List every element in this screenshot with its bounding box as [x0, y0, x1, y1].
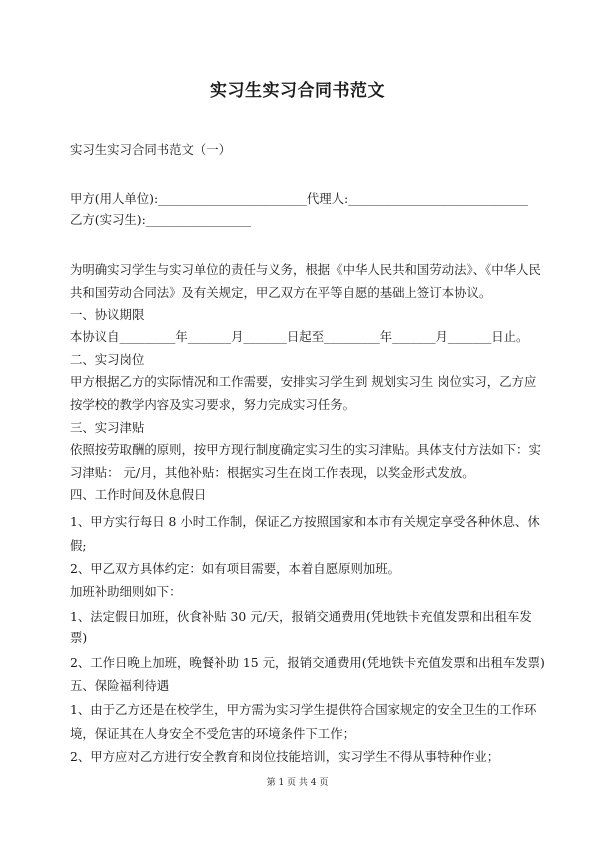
body-line: 为明确实习学生与实习单位的责任与义务，根据《中华人民共和国劳动法》、《中华人民 — [70, 262, 541, 277]
party-a-line: 甲方(用人单位):________________________代理人:_____________________________ — [70, 191, 528, 206]
body-line: 2、甲乙双方具体约定：如有项目需要，本着自愿原则加班。 — [70, 561, 401, 576]
body-line: 依照按劳取酬的原则，按甲方现行制度确定实习生的实习津贴。具体支付方法如下：实 — [70, 442, 541, 457]
body-line: 2、工作日晚上加班，晚餐补助 15 元，报销交通费用(凭地铁卡充值发票和出租车发票) — [70, 655, 545, 670]
body-line: 假; — [70, 538, 87, 553]
body-line: 甲方根据乙方的实际情况和工作需要，安排实习学生到 规划实习生 岗位实习，乙方应 — [70, 374, 537, 389]
section-heading: 一、协议期限 — [70, 307, 145, 322]
section-heading: 二、实习岗位 — [70, 352, 145, 367]
body-line: 2、甲方应对乙方进行安全教育和岗位技能培训，实习学生不得从事特种作业； — [70, 749, 500, 764]
section-heading: 三、实习津贴 — [70, 420, 145, 435]
section-heading: 四、工作时间及休息假日 — [70, 487, 207, 502]
body-line: 1、甲方实行每日 8 小时工作制，保证乙方按照国家和本市有关规定享受各种休息、休 — [70, 514, 540, 529]
body-line: 习津贴： 元/月，其他补贴：根据实习生在岗工作表现，以奖金形式发放。 — [70, 465, 475, 480]
body-line: 共和国劳动合同法》及有关规定，甲乙双方在平等自愿的基础上签订本协议。 — [70, 285, 492, 300]
body-line: 票) — [70, 630, 88, 645]
body-line: 本协议自_________年_______月_______日起至_________年_______月_______日止。 — [70, 329, 529, 344]
document-title: 实习生实习合同书范文 — [210, 81, 385, 101]
body-line: 加班补助细则如下： — [70, 584, 182, 599]
page-number: 第 1 页 共 4 页 — [266, 778, 329, 788]
body-line: 境，保证其在人身安全不受危害的环境条件下工作； — [70, 726, 355, 741]
section-heading: 五、保险福利待遇 — [70, 678, 170, 693]
body-line: 1、由于乙方还是在校学生，甲方需为实习学生提供符合国家规定的安全卫生的工作环 — [70, 702, 537, 717]
body-line: 1、法定假日加班，伙食补贴 30 元/天，报销交通费用(凭地铁卡充值发票和出租车发 — [70, 609, 532, 624]
body-line: 按学校的教学内容及实习要求，努力完成实习任务。 — [70, 397, 355, 412]
party-b-line: 乙方(实习生):_________________ — [70, 212, 252, 227]
document-subtitle: 实习生实习合同书范文（一） — [70, 142, 232, 157]
